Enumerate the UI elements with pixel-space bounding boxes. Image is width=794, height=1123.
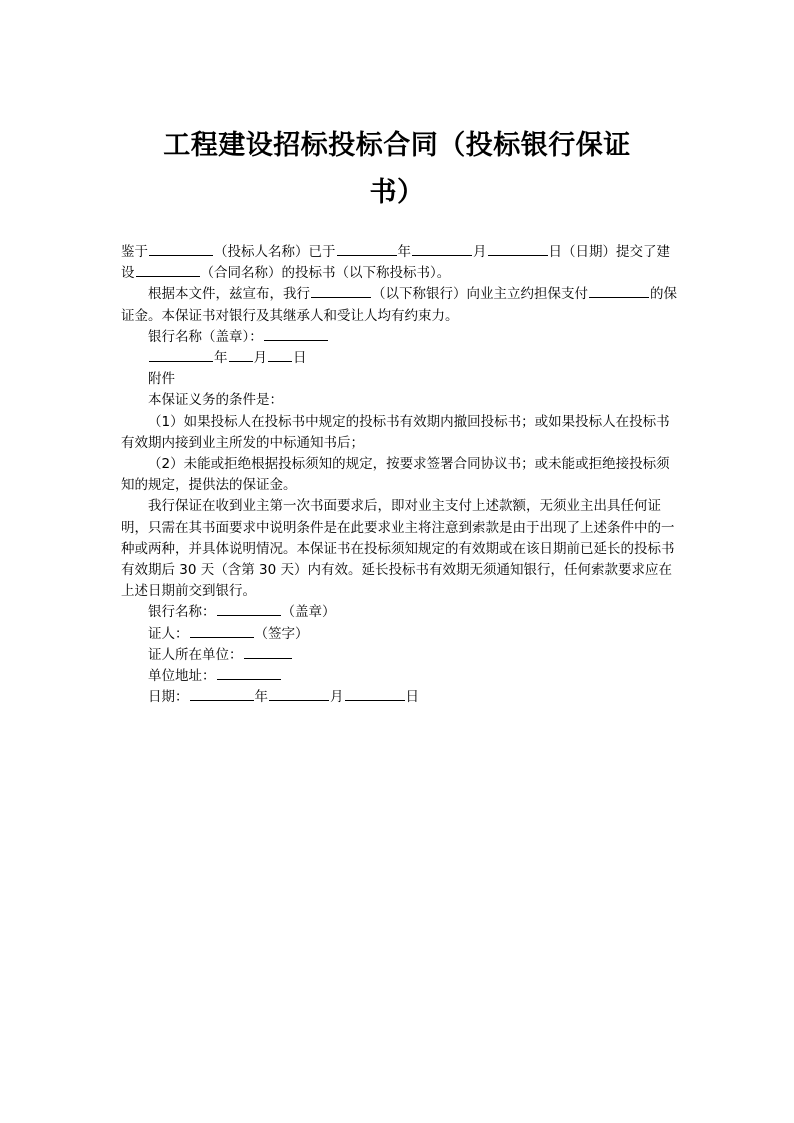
declaration-text-3: 的保证金。本保证书对银行及其继承人和受让人均有约束力。	[121, 286, 677, 324]
paragraph-declaration	[121, 284, 681, 326]
blank-signature-day	[345, 699, 405, 701]
bank-name-seal-line	[121, 327, 681, 348]
condition-2: （2）未能或拒绝根据投标须知的规定，按要求签署合同协议书；或未能或拒绝接投标须知的规定，提供法的保证金。	[121, 456, 670, 494]
signature-year-label: 年	[254, 689, 268, 706]
blank-signature-bank-name	[217, 614, 281, 616]
blank-contract-name	[136, 275, 200, 277]
blank-witness-unit	[244, 657, 292, 659]
recital-text-4: 月	[473, 244, 487, 260]
guarantee-paragraph: 我行保证在收到业主第一次书面要求后，即对业主支付上述款额，无须业主出具任何证明，只需在其书面要求中说明条件是在此要求业主将注意到索款是由于出现了上述条件中的一种或两种，并具体说明情况。本保证书在投标须知规定的有效期或在该日期前已延长的投标书有效期后 30 天（含第 30 天）内有效。延长投标书有效期无须通知银行，任何索款要求应在上述日期前交到银行。	[121, 498, 675, 600]
signature-witness-unit-line	[121, 645, 681, 666]
recital-text-6: （合同名称）的投标书（以下称投标书）。	[200, 265, 451, 282]
recital-text-2: （投标人名称）已于	[214, 244, 336, 260]
blank-month	[412, 254, 472, 256]
signature-bank-name-line	[121, 602, 681, 623]
recital-text-1: 鉴于	[121, 244, 148, 260]
date-year-label: 年	[214, 350, 228, 367]
document-body	[121, 242, 681, 708]
signature-bank-name-label: 银行名称：	[148, 604, 216, 621]
declaration-text-1: 根据本文件，兹宣布，我行	[148, 286, 310, 303]
signature-witness-line	[121, 624, 681, 645]
signature-witness-label: 证人：	[148, 625, 189, 642]
signature-bank-name-suffix: （盖章）	[281, 604, 336, 621]
blank-year	[337, 254, 397, 256]
paragraph-recital	[121, 242, 681, 284]
conditions-intro: 本保证义务的条件是：	[148, 392, 283, 409]
blank-date-year	[149, 360, 213, 362]
blank-date-day	[268, 360, 292, 362]
document-title-line-2: 书）	[369, 177, 425, 208]
signature-unit-address-label: 单位地址：	[148, 668, 216, 685]
blank-bidder-name	[149, 254, 213, 256]
signature-date-line	[121, 687, 681, 708]
blank-witness	[190, 636, 254, 638]
date-month-label: 月	[253, 350, 267, 367]
blank-amount	[589, 296, 649, 298]
date-line	[121, 348, 681, 369]
signature-month-label: 月	[330, 689, 344, 706]
recital-text-3: 年	[397, 244, 411, 260]
signature-witness-suffix: （签字）	[254, 625, 309, 642]
bank-name-seal-label: 银行名称（盖章）：	[148, 328, 263, 345]
recital-text-5: 日（日期）提交了建设	[121, 244, 670, 282]
signature-day-label: 日	[405, 689, 419, 706]
blank-signature-year	[190, 699, 254, 701]
blank-signature-month	[269, 699, 329, 701]
blank-date-month	[229, 360, 253, 362]
blank-bank-name-seal	[264, 339, 328, 341]
blank-bank-name	[311, 296, 371, 298]
blank-day	[488, 254, 548, 256]
declaration-text-2: （以下称银行）向业主立约担保支付	[372, 286, 588, 303]
document-title-line-1: 工程建设招标投标合同（投标银行保证	[163, 130, 631, 161]
blank-unit-address	[217, 678, 281, 680]
signature-witness-unit-label: 证人所在单位：	[148, 646, 243, 663]
signature-date-label: 日期：	[148, 689, 189, 706]
condition-1: （1）如果投标人在投标书中规定的投标书有效期内撤回投标书；或如果投标人在投标书有效期内接到业主所发的中标通知书后；	[121, 413, 670, 451]
signature-unit-address-line	[121, 666, 681, 687]
date-day-label: 日	[293, 350, 307, 367]
attachment-heading: 附件	[148, 371, 175, 388]
